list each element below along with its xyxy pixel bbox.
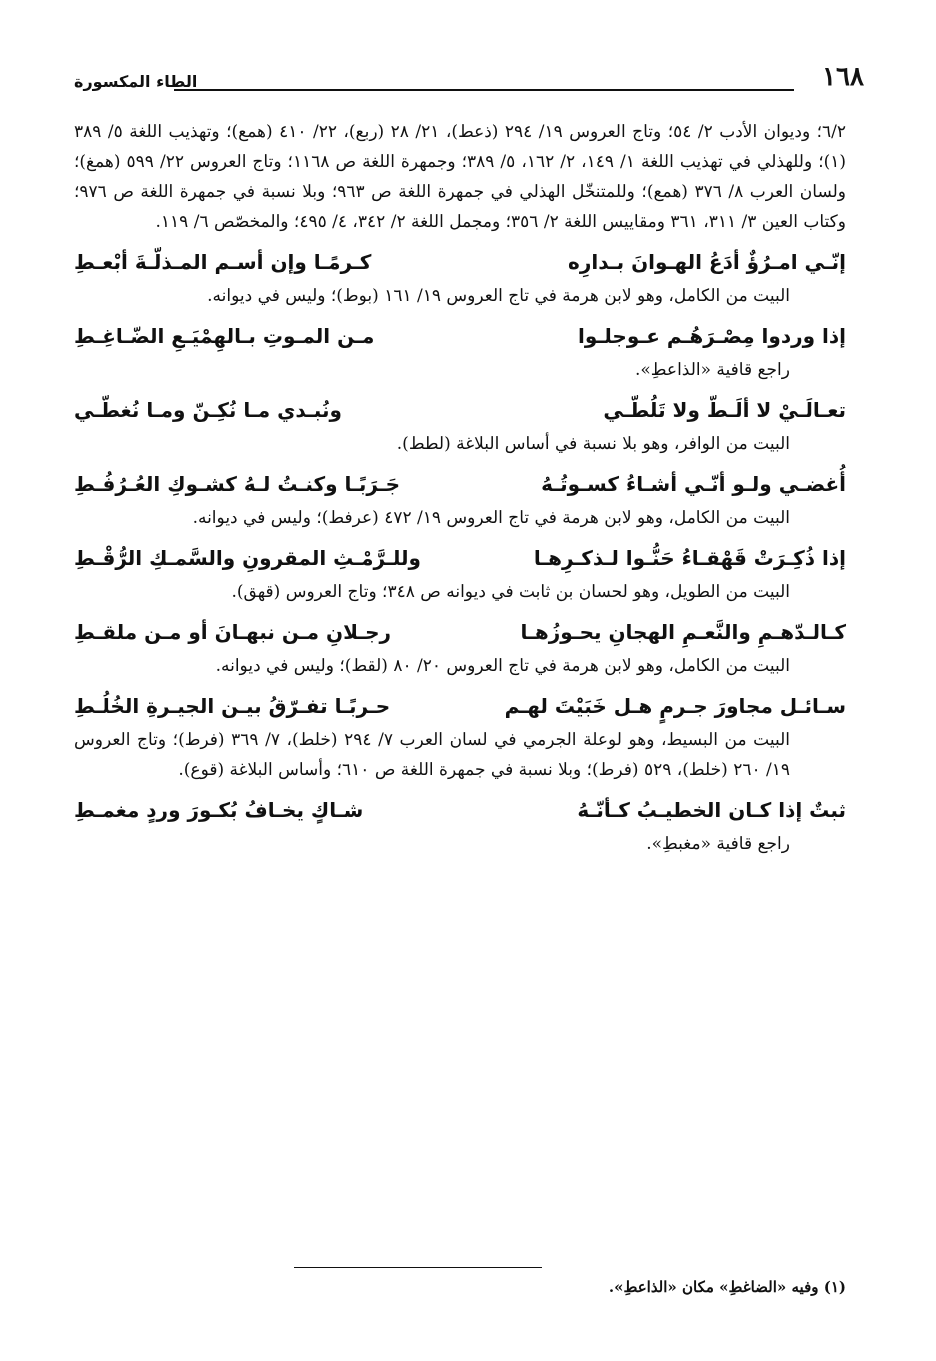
- running-head: الطاء المكسورة: [74, 72, 198, 91]
- verse-first-hemistich: سـائـل مجاورَ جـرمٍ هـل خَبَيْتَ لهـم: [504, 694, 846, 718]
- verse-first-hemistich: تعـالَـيْ لا ألَـطّ ولا تَلُطّـي: [603, 398, 846, 422]
- verse-first-hemistich: أُغضـي ولـو أنّـي أشـاءُ كسـوتُـهُ: [541, 472, 846, 496]
- page-number: ١٦٨: [822, 62, 864, 92]
- verse-second-hemistich: رجـلانِ مـن نبهـانَ أو مـن ملقـطِ: [74, 620, 392, 644]
- verse-first-hemistich: إذا ذُكِـرَتْ قَهْقـاءُ حَنُّـوا لـذكـرِهـا: [533, 546, 846, 570]
- verse-note: البيت من الكامل، وهو لابن هرمة في تاج العروس ١٩/ ٤٧٢ (عرفط)؛ وليس في ديوانه.: [192, 508, 790, 528]
- verse-line: [74, 243, 846, 281]
- verse-second-hemistich: حـربًـا تفـرّقُ بيـن الجيـرةِ الخُلُـطِ: [74, 694, 391, 718]
- verse-first-hemistich: ثبتٌ إذا كـان الخطيـبُ كـأنّـهُ: [577, 798, 846, 822]
- verse-line: [74, 613, 846, 651]
- footnote-rule: [294, 1267, 542, 1268]
- verse-note: راجع قافية «مغبطِ».: [646, 834, 790, 854]
- verse-first-hemistich: إنّـي امـرُؤٌ أدَعُ الهـوانَ بـدارِه: [568, 250, 846, 274]
- verse-note: البيت من البسيط، وهو لوعلة الجرمي في لسان العرب ٧/ ٢٩٤ (خلط)، ٧/ ٣٦٩ (فرط)؛ وتاج العروس ١٩/ ٢٦٠ (خلط)، ٥٢٩ (فرط)؛ وبلا نسبة في جمهرة اللغة ص ٦١٠؛ وأساس البلاغة (قوع).: [74, 730, 790, 780]
- header-rule: [174, 89, 794, 91]
- verse-note: راجع قافية «الذاعطِ».: [634, 360, 790, 380]
- verse-first-hemistich: كـالـدّهـمِ والنَّعـمِ الهجانِ يحـوزُهـا: [520, 620, 846, 644]
- footnote: (١) وفيه «الضاغطِ» مكان «الذاعطِ».: [608, 1278, 846, 1296]
- page-header: [74, 58, 864, 98]
- verse-line: [74, 465, 846, 503]
- verse-line: [74, 791, 846, 829]
- verse-second-hemistich: جَـرَبًـا وكنـتُ لـهُ كشـوكِ العُـرُفُـطِ: [74, 472, 401, 496]
- verse-note: البيت من الكامل، وهو لابن هرمة في تاج العروس ٢٠/ ٨٠ (لقط)؛ وليس في ديوانه.: [215, 656, 790, 676]
- verse-second-hemistich: شـاكٍ يخـافُ بُكـورَ وردٍ مغمـطِ: [74, 798, 364, 822]
- verse-note: البيت من الطويل، وهو لحسان بن ثابت في ديوانه ص ٣٤٨؛ وتاج العروس (قهق).: [231, 582, 790, 602]
- verse-second-hemistich: كـرمًـا وإن أسـم المـذلّـةَ أبْعـطِ: [74, 250, 372, 274]
- verse-line: [74, 687, 846, 725]
- verse-note: البيت من الوافر، وهو بلا نسبة في أساس البلاغة (لطط).: [396, 434, 790, 454]
- verse-second-hemistich: مـن المـوتِ بـالهِمْيَـعِ الضّـاغِـطِ: [74, 324, 375, 348]
- intro-paragraph: ٦/٢؛ وديوان الأدب ٢/ ٥٤؛ وتاج العروس ١٩/ ٢٩٤ (ذعط)، ٢١/ ٢٨ (ربع)، ٢٢/ ٤١٠ (همع)؛ وتهذيب اللغة ٥/ ٣٨٩ (١)؛ وللهذلي في تهذيب اللغة ١/ ١٤٩، ٢/ ١٦٢، ٥/ ٣٨٩؛ وجمهرة اللغة ص ١١٦٨؛ وتاج العروس ٢٢/ ٥٩٩ (همغ)؛ ولسان العرب ٨/ ٣٧٦ (همع)؛ وللمتنخّل الهذلي في جمهرة اللغة ص ٩٦٣؛ وبلا نسبة في جمهرة اللغة ص ٩٧٦؛ وكتاب العين ٣/ ٣١١، ٣٦١ ومقاييس اللغة ٢/ ٣٥٦؛ ومجمل اللغة ٢/ ٣٤٢، ٤/ ٤٩٥؛ والمخصّص ٦/ ١١٩.: [74, 122, 847, 232]
- page-body: [74, 117, 846, 859]
- verse-line: [74, 317, 846, 355]
- verse-line: [74, 539, 846, 577]
- verse-note: البيت من الكامل، وهو لابن هرمة في تاج العروس ١٩/ ١٦١ (بوط)؛ وليس في ديوانه.: [207, 286, 790, 306]
- verse-second-hemistich: وللـرَّمْـثِ المقرونِ والسَّمـكِ الرُّقْـطِ: [74, 546, 421, 570]
- verse-line: [74, 391, 846, 429]
- verse-second-hemistich: ونُبـدي مـا نُكِـنّ ومـا نُغطّـي: [74, 398, 342, 422]
- verse-first-hemistich: إذا وردوا مِصْـرَهُـم عـوجلـوا: [578, 324, 846, 348]
